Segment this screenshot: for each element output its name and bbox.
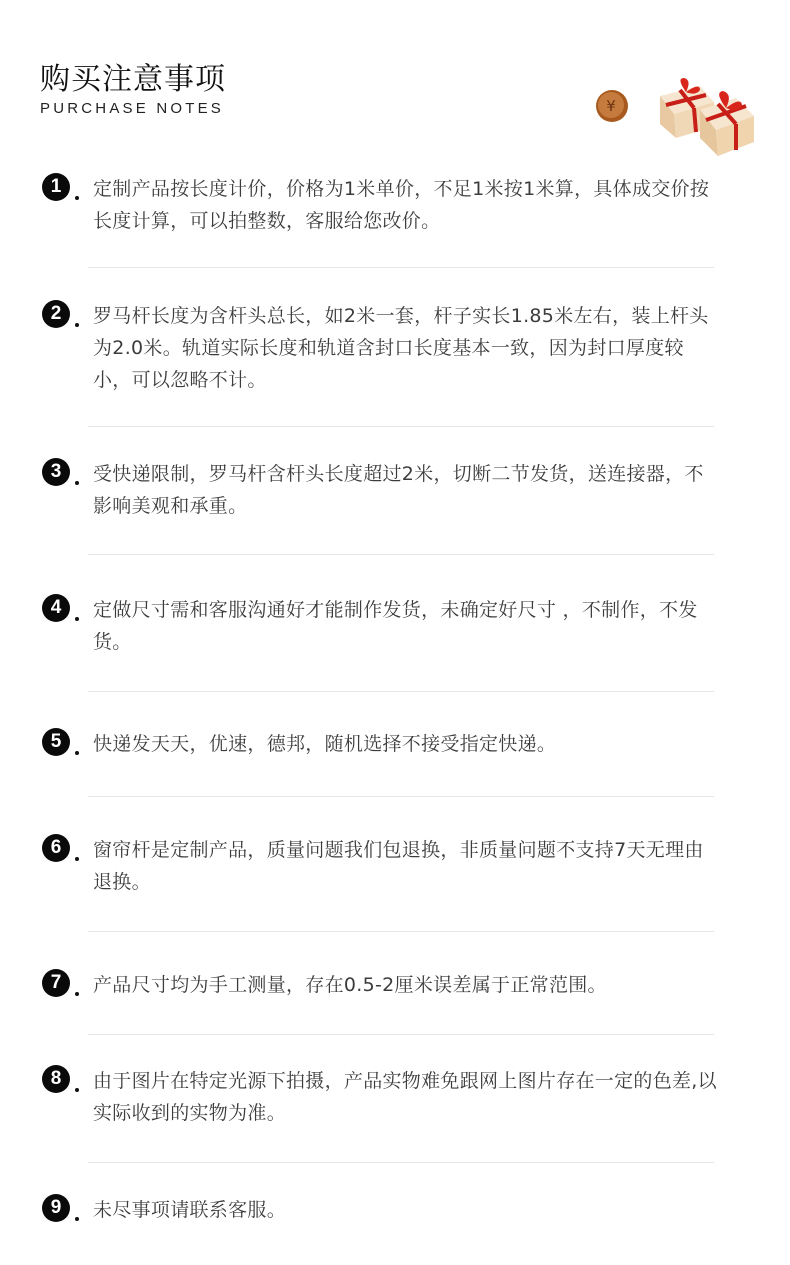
number-badge: 1 [42, 173, 70, 201]
yuan-coin-icon [596, 90, 628, 122]
divider [88, 796, 714, 797]
number-badge: 7 [42, 969, 70, 997]
header [40, 62, 226, 117]
divider [88, 426, 714, 427]
decoration [588, 74, 768, 164]
note-text: 快递发天天，优速，德邦，随机选择不接受指定快递。 [93, 733, 557, 755]
divider [88, 691, 714, 692]
number-badge: 4 [42, 594, 70, 622]
divider [88, 1034, 714, 1035]
divider [88, 267, 714, 268]
note-text: 罗马杆长度为含杆头总长，如2米一套，杆子实长1.85米左右，装上杆头为2.0米。轨道实际长度和轨道含封口长度基本一致，因为封口厚度较小，可以忽略不计。 [93, 305, 709, 391]
bullet-dot [75, 751, 79, 755]
gift-box-icon [660, 78, 754, 156]
bullet-dot [75, 1217, 79, 1221]
divider [88, 1162, 714, 1163]
bullet-dot [75, 481, 79, 485]
note-text: 由于图片在特定光源下拍摄，产品实物难免跟网上图片存在一定的色差,以实际收到的实物为准。 [93, 1070, 717, 1124]
bullet-dot [75, 323, 79, 327]
divider [88, 931, 714, 932]
bullet-dot [75, 857, 79, 861]
note-text: 受快递限制，罗马杆含杆头长度超过2米，切断二节发货，送连接器，不影响美观和承重。 [93, 463, 704, 517]
note-text: 未尽事项请联系客服。 [93, 1199, 287, 1221]
note-text: 产品尺寸均为手工测量，存在0.5-2厘米误差属于正常范围。 [93, 974, 607, 996]
number-badge: 9 [42, 1194, 70, 1222]
bullet-dot [75, 617, 79, 621]
divider [88, 554, 714, 555]
number-badge: 2 [42, 300, 70, 328]
bullet-dot [75, 992, 79, 996]
note-text: 窗帘杆是定制产品，质量问题我们包退换，非质量问题不支持7天无理由退换。 [93, 839, 704, 893]
bullet-dot [75, 196, 79, 200]
number-badge: 8 [42, 1065, 70, 1093]
page-subtitle: PURCHASE NOTES [40, 100, 224, 117]
bullet-dot [75, 1088, 79, 1092]
number-badge: 3 [42, 458, 70, 486]
page-title: 购买注意事项 [40, 62, 226, 97]
note-text: 定做尺寸需和客服沟通好才能制作发货，未确定好尺寸 ，不制作，不发货。 [93, 599, 698, 653]
number-badge: 5 [42, 728, 70, 756]
number-badge: 6 [42, 834, 70, 862]
note-text: 定制产品按长度计价，价格为1米单价，不足1米按1米算，具体成交价按长度计算，可以拍整数，客服给您改价。 [93, 178, 710, 232]
svg-text:¥: ¥ [606, 97, 616, 115]
